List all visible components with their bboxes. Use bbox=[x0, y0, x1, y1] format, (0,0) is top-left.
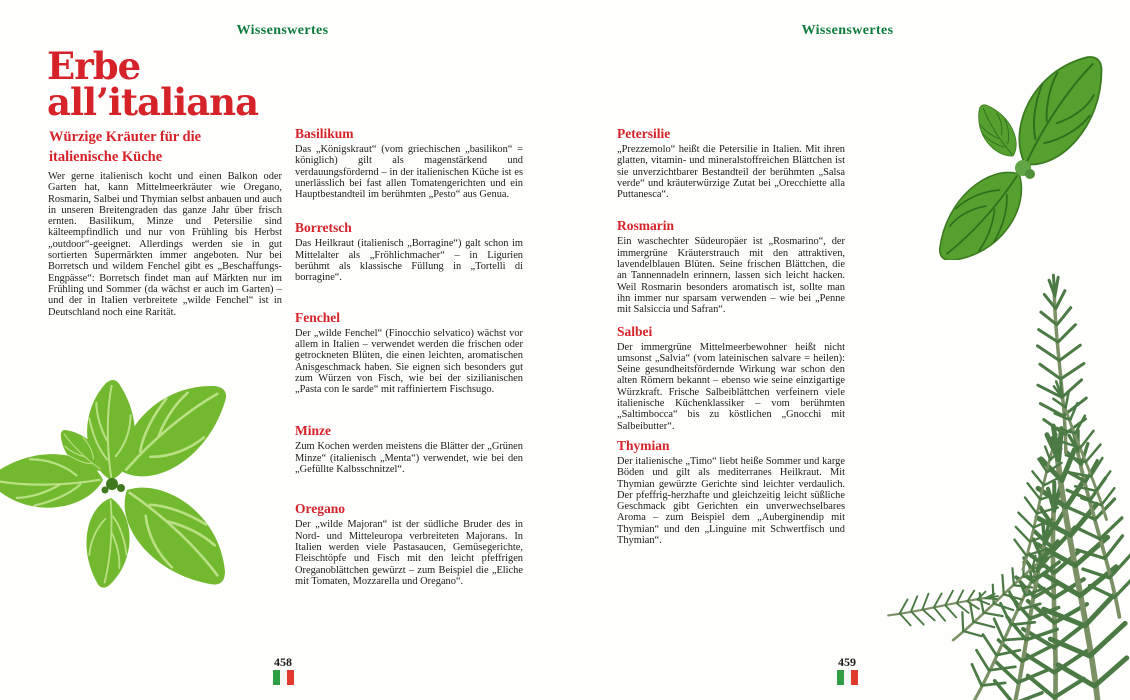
article-title-line1: Erbe bbox=[47, 44, 141, 88]
section-thymian bbox=[617, 438, 845, 546]
section-rosmarin bbox=[617, 218, 845, 315]
section-heading-borretsch: Borretsch bbox=[295, 220, 352, 236]
left-page-column bbox=[295, 126, 523, 587]
basil-plant-photo bbox=[0, 330, 255, 635]
mint-leaves-photo bbox=[933, 32, 1128, 265]
section-body-fenchel: Der „wilde Fenchel“ (Finocchio selvatico) wächst vor allem in Italien – verwendet werden die frischen oder getrockneten Blüten, die einen leichten, aromatischen Anisgeschmack haben. Sie eignen sich besonders gut zum Würzen von Fisch, wie bei der sizilianischen „Pasta con le sarde“ mit raffiniertem Fischsugo. bbox=[295, 327, 523, 396]
section-fenchel bbox=[295, 310, 523, 396]
section-salbei bbox=[617, 324, 845, 432]
section-basilikum bbox=[295, 126, 523, 200]
section-body-oregano: Der „wilde Majoran“ ist der südliche Bruder des in Nord- und Mitteleuropa verbreiteten Majorans. In Italien werden viele Pastasaucen, Gemüsegerichte, Fleischtöpfe und Fisch mit den leicht pfeffrigen Oreganoblättchen gewürzt – zum Beispiel die „Eliche mit Tomaten, Mozzarella und Oregano“. bbox=[295, 519, 523, 587]
article-subtitle-line2: italienische Küche bbox=[49, 149, 163, 165]
italy-flag-icon bbox=[817, 670, 877, 686]
section-heading-oregano: Oregano bbox=[295, 501, 345, 517]
left-page-header: Wissenswertes bbox=[236, 23, 329, 38]
section-body-basilikum: Das „Königskraut“ (vom griechischen „basilikon“ = königlich) gilt als magenstärkend und verdauungsfördernd – in der italienischen Küche ist es unerlässlich bei fast allen Tomatengerichten und ein Hauptbestandteil im berühmten „Pesto“ aus Genua. bbox=[295, 144, 523, 201]
article-subtitle-line1: Würzige Kräuter für die bbox=[49, 129, 202, 145]
section-heading-thymian: Thymian bbox=[617, 437, 670, 453]
section-body-borretsch: Das Heilkraut (italienisch „Borragine“) galt schon im Mittelalter als „Fröhlichmacher“ – in Ligurien berühmt als klassische Füllung in „Tortelli di borragine“. bbox=[295, 238, 523, 284]
right-page-column bbox=[617, 126, 845, 546]
section-heading-salbei: Salbei bbox=[617, 323, 653, 339]
article-title bbox=[47, 44, 259, 124]
section-body-thymian: Der italienische „Timo“ liebt heiße Sommer und karge Böden und gilt als mediterranes Heilkraut. Mit Thymian gewürzte Gerichte sind leichter verdaulich. Der pfeffrig-herzhafte und gleichzeitig leicht süßliche Geschmack gibt Gerichten ein unverwechselbares Aroma – zum Beispiel dem „Auberginendip mit Thymian“ und den „Linguine mit Schwertfisch und Thymian“. bbox=[617, 455, 845, 547]
section-body-rosmarin: Ein waschechter Südeuropäer ist „Rosmarino“, der immergrüne Kräuterstrauch mit den attraktiven, lavendelblauen Blüten. Seine frischen Blättchen, die an Tannennadeln erinnern, lassen sich leicht hacken. Weil Rosmarin besonders aromatisch ist, sollte man ihn immer nur sparsam verwenden – wie bei „Penne mit Salsiccia und Safran“. bbox=[617, 236, 845, 316]
section-heading-fenchel: Fenchel bbox=[295, 309, 340, 325]
section-heading-basilikum: Basilikum bbox=[295, 126, 354, 141]
section-body-minze: Zum Kochen werden meistens die Blätter der „Grünen Minze“ (italienisch „Menta“) verwendet, wie bei den „Gefüllte Kalbsschnitzel“. bbox=[295, 441, 523, 476]
italy-flag-icon bbox=[253, 670, 313, 686]
right-page-header: Wissenswertes bbox=[801, 23, 894, 38]
section-heading-rosmarin: Rosmarin bbox=[617, 218, 674, 234]
section-minze bbox=[295, 423, 523, 475]
intro-paragraph: Wer gerne italienisch kocht und einen Balkon oder Garten hat, kann Mittelmeerkräuter wie Oregano, Rosmarin, Salbei und Thymian selbst anbauen und auch in unseren Breitengraden das ganze Jahr über frisch ernten. Basilikum, Minze und Petersilie sind kälteempfindlich und nur von Frühling bis Herbst „outdoor“-geeignet. Allerdings werden sie in gut sortierten Supermärkten immer angeboten. Nur bei Borretsch und wildem Fenchel gibt es „Beschaffungs-Engpässe“: Borretsch findet man auf Märkten nur im Frühling und Sommer (da wächst er auch im Garten) – und der in Italien verbreitete „wilde Fenchel“ ist in Deutschland noch eine Rarität. bbox=[48, 171, 282, 318]
section-body-petersilie: „Prezzemolo“ heißt die Petersilie in Italien. Mit ihren glatten, vitamin- und mineralstoffreichen Blättchen ist sie unverzichtbarer Bestandteil der berühmten „Salsa verde“ und kräuterwürzige Zutat bei „Orecchiette alla Puttanesca“. bbox=[617, 144, 845, 201]
section-body-salbei: Der immergrüne Mittelmeerbewohner heißt nicht umsonst „Salvia“ (vom lateinischen salvare = heilen): Seine gesundheitsfördernde Wirkung war schon den alten Römern bekannt – ebenso wie seine einzigartige Würzkraft. Frische Salbeiblättchen verfeinern viele italienische Küchenklassiker – vom berühmten „Saltimbocca“ bis zu köstlichen „Gnocchi mit Salbeibutter“. bbox=[617, 341, 845, 432]
section-borretsch bbox=[295, 220, 523, 283]
section-heading-minze: Minze bbox=[295, 423, 331, 439]
article-subtitle bbox=[49, 127, 201, 167]
right-page-number: 459 bbox=[838, 655, 856, 669]
section-petersilie bbox=[617, 126, 845, 200]
section-heading-petersilie: Petersilie bbox=[617, 126, 671, 141]
left-page-number: 458 bbox=[274, 655, 292, 669]
section-oregano bbox=[295, 501, 523, 587]
rosemary-sprigs-photo bbox=[858, 263, 1130, 700]
article-title-line2: all’italiana bbox=[47, 80, 259, 124]
